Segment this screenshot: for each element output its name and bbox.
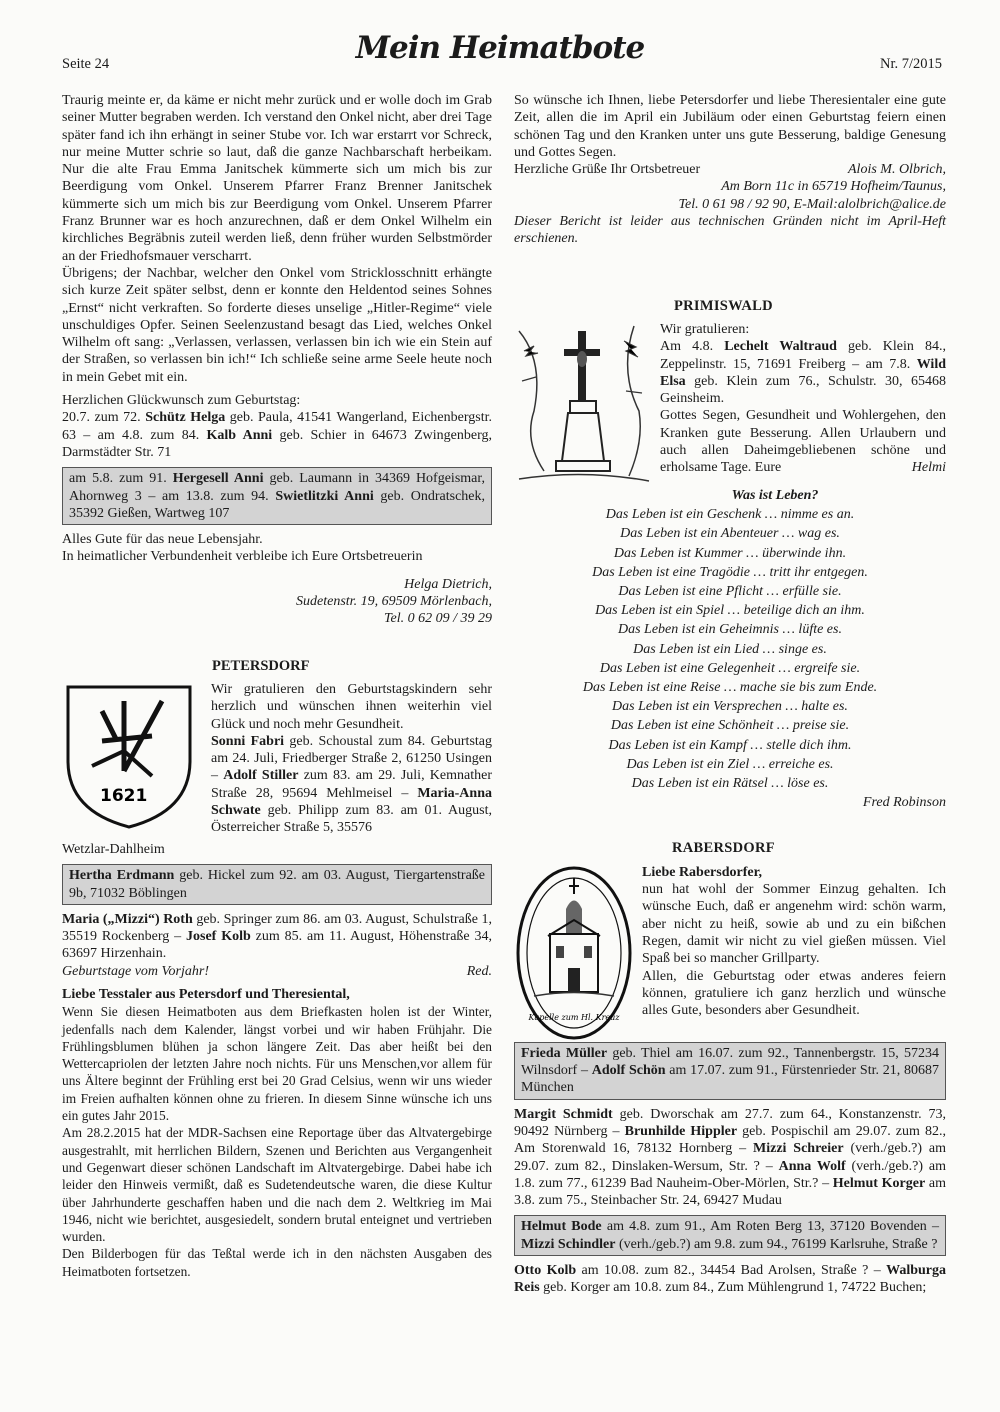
rabersdorf-greeting: Liebe Rabersdorfer, [642, 864, 763, 880]
story-paragraph: Übrigens; der Nachbar, welcher den Onkel vom Stricklosschnitt erhängte sich kurze Zeit später selbst, denn er konnte den Heldentod seines Sohnes „Ernst“ nicht verkraften. So forderte dieses unselige „Hitler-Regime“ viele unschuldiges Opfer. Seinen Seelenzustand besagt das Lied, welches Onkel Wilhelm oft sang: „Verlassen, verlassen, verlassen bin ich wie ein Stein auf der Straßen, so verlassen bin ich!“ Ich schließe seine arme Seele heute noch in mein Gebet mit ein. [62, 265, 492, 385]
poem-line: Das Leben ist eine Pflicht … erfülle sie. [618, 583, 842, 599]
poem-line: Das Leben ist ein Versprechen … halte es. [612, 699, 848, 715]
editorial-note: Dieser Bericht ist leider aus technischen Gründen nicht im April-Heft erschienen. [514, 214, 946, 247]
signature-phone: Tel. 0 62 09 / 39 29 [384, 611, 492, 627]
closing-line: In heimatlicher Verbundenheit verbleibe ich Eure Ortsbetreuerin [62, 549, 423, 565]
page-number: Seite 24 [62, 56, 110, 72]
poem-line: Das Leben ist ein Ziel … erreiche es. [626, 756, 834, 772]
tesstal-paragraph: Wenn Sie diesen Heimatboten aus dem Briefkasten holen ist der Winter, jedenfalls nach dem Kalender, längst vorbei und wir haben Frühjahr. Die Frühlingsblumen blühen ja schon längere Zeit. Das aber heißt bei den Wettercapriolen der letzten Jahre noch nichts. Für uns Menschen,vor allem für uns Ältere beginnt der Frühling erst bei 20 Grad Celsius, wenn wir uns wieder im Freien aufhalten können ohne zu frieren. In diesem Sinne wünsche ich uns ein gutes Jahr 2015. [62, 1004, 492, 1124]
highlight-box: Frieda Müller geb. Thiel am 16.07. zum 92., Tannenbergstr. 15, 57234 Wilnsdorf – Adolf Schön am 17.07. zum 91., Fürstenrieder Str. 21, 80687 München [514, 1042, 946, 1100]
poem-line: Das Leben ist ein Abenteuer … wag es. [620, 526, 840, 542]
poem-line: Das Leben ist ein Rätsel … löse es. [631, 776, 829, 792]
closing-line: Alles Gute für das neue Lebensjahr. [62, 532, 263, 548]
signature: Helga Dietrich, [404, 576, 492, 592]
birthday-entry: 20.7. zum 72. Schütz Helga geb. Paula, 41541 Wangerland, Eichenbergstr. 63 – am 4.8. zum 84. Kalb Anni geb. Schier in 64673 Zwingenberg, Darmstädter Str. 71 [62, 410, 492, 460]
rabersdorf-text: Allen, die Geburtstag oder etwas anderes feiern können, gratuliere ich ganz herzlich und wünsche alles Gute, besonders aber Gesundheit. [642, 968, 946, 1019]
issue-number: Nr. 7/2015 [879, 56, 942, 72]
poem-line: Das Leben ist eine Reise … mache sie bis zum Ende. [582, 680, 878, 695]
wayside-cross-illustration [514, 321, 654, 486]
birthday-entry: Margit Schmidt geb. Dworschak am 27.7. zum 64., Konstanzenstr. 73, 90492 Nürnberg – Brunhilde Hippler geb. Pospischil am 29.07. zum 82., Am Storenwald 16, 78132 Hornberg – Mizzi Schreier (verh./geb.?) am 29.07. zum 82., Dinslaken-Wersum, Str. ? – Anna Wolf (verh./geb.?) am 1.8. zum 77., 61239 Bad Nauheim-Ober-Mörlen, Str.? – Helmut Korger am 3.8. zum 75., Steinbacher Str. 24, 69427 Mudau [514, 1106, 947, 1209]
tesstal-paragraph: Den Bilderbogen für das Teßtal werde ich in den nächsten Ausgaben des Heimatboten fortsetzen. [62, 1246, 492, 1279]
poem-line: Das Leben ist eine Tragödie … tritt ihr entgegen. [592, 564, 868, 580]
primiswald-wishes: Gottes Segen, Gesundheit und Wohlergehen, den Kranken gute Besserung. Allen Urlaubern und auch allen Daheimgebliebenen schöne und erholsame Tage. Eure Helmi [660, 408, 946, 476]
section-heading-rabersdorf: RABERSDORF [672, 840, 775, 857]
poem-line: Das Leben ist eine Gelegenheit … ergreife sie. [599, 660, 861, 676]
signature-contact: Tel. 0 61 98 / 92 90, E-Mail:alolbrich@alice.de [678, 196, 946, 212]
poem-line: Das Leben ist ein Kampf … stelle dich ihm. [608, 737, 852, 753]
tesstal-heading: Liebe Tesstaler aus Petersdorf und Theresiental, [62, 986, 350, 1002]
chapel-badge [514, 864, 636, 1042]
left-column [62, 92, 492, 1280]
poem-line: Das Leben ist ein Spiel … beteilige dich an ihm. [595, 603, 865, 619]
birthday-greeting: Herzlichen Glückwunsch zum Geburtstag: [62, 393, 301, 409]
badge-text: Kapelle zum Hl. Kreuz [528, 1012, 620, 1022]
poem-line: Das Leben ist eine Schönheit … preise sie. [610, 718, 850, 734]
poem-author: Fred Robinson [862, 795, 946, 811]
greeting-line: Herzliche Grüße Ihr Ortsbetreuer [514, 162, 701, 178]
section-heading-primiswald: PRIMISWALD [674, 297, 773, 314]
poem-line: Das Leben ist Kummer … überwinde ihn. [613, 545, 847, 561]
primiswald-birthdays: Am 4.8. Lechelt Waltraud geb. Klein 84., Zeppelinstr. 15, 71691 Freiberg – am 7.8. Wild Elsa geb. Klein zum 76., Schulstr. 30, 65468 Geinsheim. [660, 339, 946, 407]
petersdorf-crest [62, 681, 207, 841]
highlight-box: Helmut Bode am 4.8. zum 91., Am Roten Berg 13, 37120 Bovenden – Mizzi Schindler (verh./geb.?) am 9.8. zum 94., 76199 Karlsruhe, Straße ? [514, 1215, 946, 1256]
signature: Helmi [911, 460, 946, 476]
tesstal-paragraph: Am 28.2.2015 hat der MDR-Sachsen eine Reportage über das Altvatergebirge ausgestrahlt, mit herrlichen Bildern, Szenen und Berichten aus Vergangenheit und Gegenwart dieser schönen Landschaft im Altvatergebirge. Dabei habe ich leider den Hinweis vermißt, daß es Sudetendeutsche waren, die diese Kultur über Jahrhunderte geschaffen haben und die nach dem 2. Weltkrieg im Mai 1946, nicht wie berichtet, ausgesiedelt, sondern brutal enteignet und vertrieben wurden. [62, 1125, 492, 1245]
poem [514, 486, 946, 812]
crest-year: 1621 [100, 785, 148, 806]
signature-address: Sudetenstr. 19, 69509 Mörlenbach, [296, 594, 492, 610]
petersdorf-birthdays: Sonni Fabri geb. Schoustal zum 84. Geburtstag am 24. Juli, Friedberger Straße 2, 61250 Usingen – Adolf Stiller zum 83. am 29. Juli, Kemnather Straße 28, 95694 Mehlmeisel – Maria-Anna Schwate geb. Philipp zum 83. am 01. August, Österreicher Straße 5, 35576 [211, 733, 492, 836]
right-column [514, 92, 946, 1297]
birthday-entry: Otto Kolb am 10.08. zum 82., 34454 Bad Arolsen, Straße ? – Walburga Reis geb. Korger am 10.8. zum 84., Zum Mühlengrund 1, 74722 Buchen; [514, 1262, 946, 1296]
poem-title: Was ist Leben? [731, 487, 819, 503]
highlight-box: Hertha Erdmann geb. Hickel zum 92. am 03. August, Tiergartenstraße 9b, 71032 Böblingen [62, 864, 492, 905]
section-heading-petersdorf: PETERSDORF [212, 657, 310, 674]
highlight-box: am 5.8. zum 91. Hergesell Anni geb. Laumann in 34369 Hofgeismar, Ahornweg 3 – am 13.8. zum 94. Swietlitzki Anni geb. Ondratschek, 35392 Gießen, Wartweg 107 [62, 467, 492, 525]
petersdorf-birthdays-end: Wetzlar-Dahlheim [62, 841, 165, 857]
previous-year-note: Geburtstage vom Vorjahr! [62, 963, 209, 979]
signature-address: Am Born 11c in 65719 Hofheim/Taunus, [721, 179, 946, 195]
signature: Alois M. Olbrich, [848, 162, 946, 178]
poem-line: Das Leben ist ein Geheimnis … lüfte es. [618, 622, 842, 638]
birthday-entry: Maria („Mizzi“) Roth geb. Springer zum 86. am 03. August, Schulstraße 1, 35519 Rockenberg – Josef Kolb zum 85. am 11. August, Höhenstraße 34, 63697 Hirzenhain. [62, 911, 493, 962]
petersdorf-closing: So wünsche ich Ihnen, liebe Petersdorfer und liebe Theresientaler eine gute Zeit, allen die im April ein Jubiläum oder einen Geburtstag feiern einen schönen Tag und den Kranken unter uns gute Besserung, baldige Genesung und Gottes Segen. [514, 93, 946, 160]
story-paragraph: Traurig meinte er, da käme er nicht mehr zurück und er wolle doch im Grab seiner Mutter begraben werden. Ich verstand den Onkel nicht, aber drei Tage später fand ich ihn erhängt in seiner Stube vor. Ich war erstarrt vor Schreck, nur meine Mutter schrie so laut, daß die ganze Nachbarschaft herbeikam. Nur die alte Frau Emma Janitschek kümmerte sich um mich bis zur Beerdigung vom Onkel. Unserem Pfarrer Franz Brenner Janitschek kümmerte sich um mich bis zur Beerdigung vom Onkel. Unserem Pfarrer Franz Brunner war es hoch anzurechnen, daß er dem Onkel Wilhelm ein kirchliches Begräbnis zuteil werden ließ, denn früher wurden Selbstmörder an der Friedhofsmauer verscharrt. [62, 93, 492, 264]
petersdorf-intro: Wir gratulieren den Geburtstagskindern sehr herzlich und wünschen ihnen weiterhin viel Glück und noch mehr Gesundheit. [211, 681, 492, 732]
primiswald-intro: Wir gratulieren: [660, 321, 750, 337]
editor-mark: Red. [466, 963, 492, 979]
poem-line: Das Leben ist ein Lied … singe es. [633, 641, 827, 657]
rabersdorf-text: nun hat wohl der Sommer Einzug gehalten. Ich wünsche Euch, daß er angenehm wird: schön warm, aber nicht zu heiß, sowie ab und zu ein bißchen Regen, damit wir nicht zu viel gießen müssen. Viel Spaß bei so mancher Grillparty. [642, 882, 946, 967]
masthead: Mein Heimatbote [355, 30, 645, 66]
poem-line: Das Leben ist ein Geschenk … nimme es an. [605, 507, 855, 523]
